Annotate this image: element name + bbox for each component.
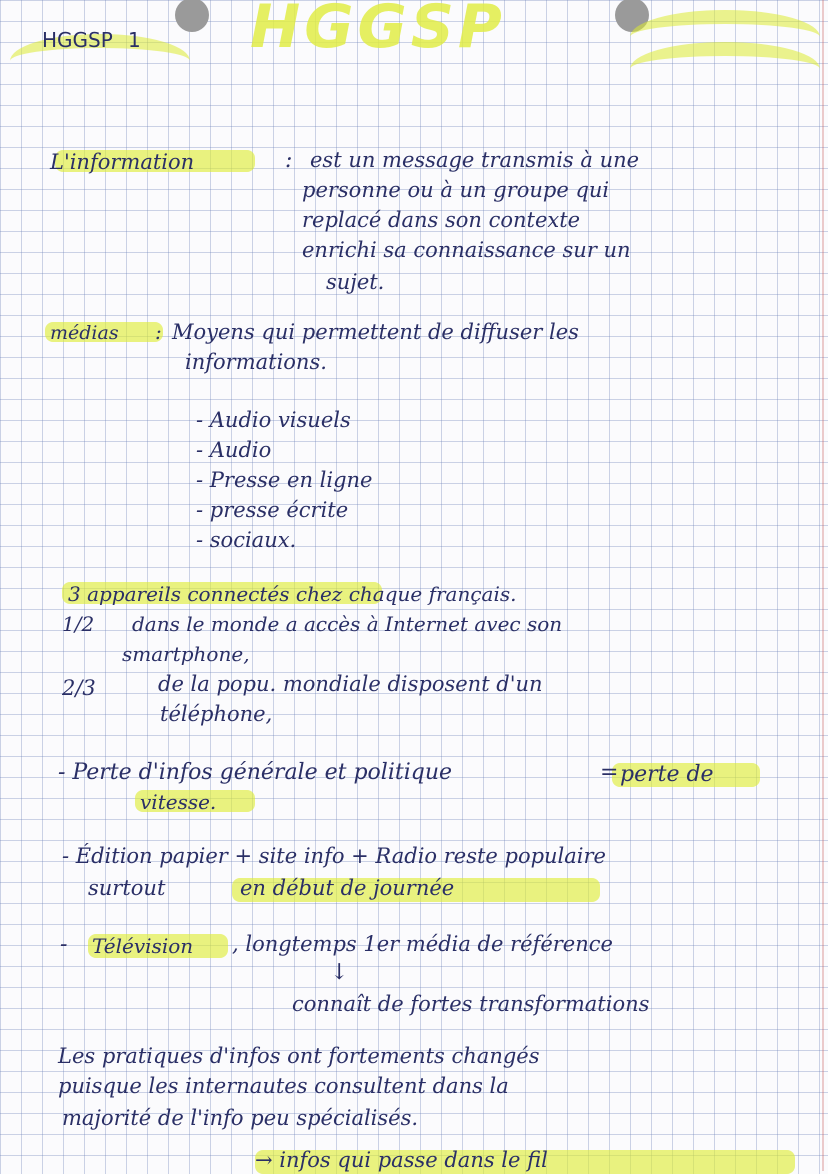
- stat-half-line-2: smartphone,: [122, 642, 250, 666]
- bullet-edition-cont-highlight: en début de journée: [240, 876, 455, 900]
- bullet-tv-highlight: Télévision: [92, 934, 194, 958]
- media-item: - Audio: [196, 438, 272, 462]
- highlight-wave-right-bottom: [630, 42, 820, 96]
- bullet-perte-eq: =: [600, 760, 619, 785]
- closing-line-1: Les pratiques d'infos ont fortements changés: [58, 1044, 540, 1068]
- margin-line: [822, 0, 824, 1171]
- bullet-tv-cont: connaît de fortes transformations: [292, 992, 650, 1016]
- term-medias: médias: [50, 322, 119, 344]
- stat-half-line-1: dans le monde a accès à Internet avec son: [132, 612, 563, 636]
- media-item: - Audio visuels: [196, 408, 351, 432]
- binder-hole-left: [175, 0, 209, 32]
- bullet-perte-highlight: perte de: [620, 762, 714, 787]
- def-information-line-3: replacé dans son contexte: [302, 208, 581, 232]
- separator-medias: :: [155, 320, 162, 344]
- def-information-line-1: est un message transmis à une: [310, 148, 640, 172]
- bullet-tv-rest: , longtemps 1er média de référence: [232, 932, 613, 956]
- stat-appareils: 3 appareils connectés chez chaque français.: [68, 582, 517, 606]
- def-information-line-2: personne ou à un groupe qui: [302, 178, 610, 202]
- media-item: - presse écrite: [196, 498, 349, 522]
- stat-half-prefix: 1/2: [62, 612, 95, 636]
- closing-line-3: majorité de l'info peu spécialisés.: [62, 1106, 419, 1130]
- corner-number: 1: [128, 28, 141, 52]
- arrow-down-icon: ↓: [330, 960, 349, 985]
- separator-information: :: [285, 148, 293, 173]
- closing-line-4: → infos qui passe dans le fil: [255, 1148, 548, 1172]
- bullet-tv-dash: -: [60, 932, 68, 957]
- big-title: HGGSP: [250, 0, 506, 62]
- term-information: L'information: [50, 150, 195, 174]
- media-item: - Presse en ligne: [196, 468, 373, 492]
- def-medias-line-1: Moyens qui permettent de diffuser les: [172, 320, 579, 344]
- corner-label: HGGSP: [42, 28, 113, 52]
- bullet-perte-cont: vitesse.: [140, 790, 217, 814]
- bullet-perte-main: - Perte d'infos générale et politique: [58, 760, 453, 785]
- def-medias-line-2: informations.: [185, 350, 327, 374]
- media-item: - sociaux.: [196, 528, 297, 552]
- def-information-line-4: enrichi sa connaissance sur un: [302, 238, 631, 262]
- def-information-line-5: sujet.: [326, 270, 385, 294]
- bullet-edition-cont-plain: surtout: [88, 876, 166, 900]
- stat-twothirds-line-2: téléphone,: [160, 702, 273, 726]
- stat-twothirds-line-1: de la popu. mondiale disposent d'un: [158, 672, 543, 696]
- bullet-edition-main: - Édition papier + site info + Radio reste populaire: [62, 844, 606, 868]
- stat-twothirds-prefix: 2/3: [62, 676, 96, 700]
- closing-line-2: puisque les internautes consultent dans la: [58, 1074, 509, 1098]
